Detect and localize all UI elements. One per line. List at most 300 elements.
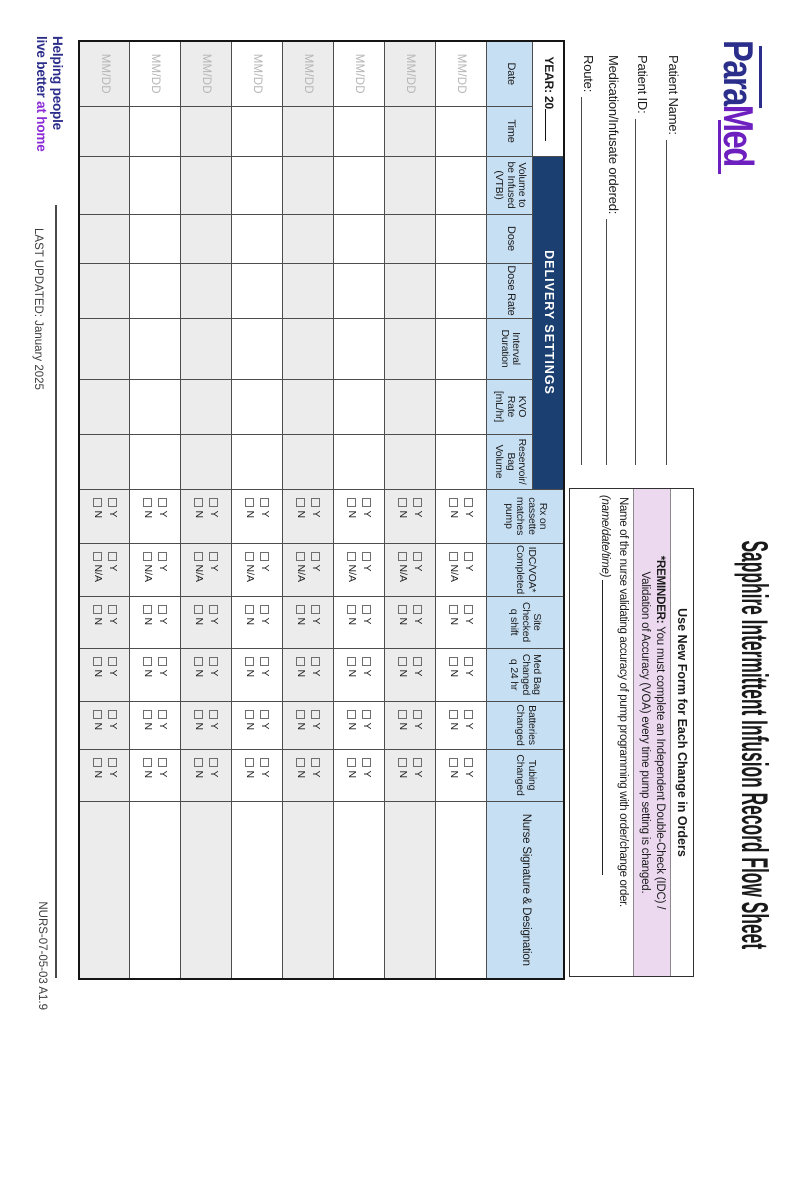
checkbox-option-no: N [294,597,309,648]
reminder-line-2: Validation of Accuracy (VOA) every time pump setting is changed. [639,571,651,894]
kvo-rate-cell [130,379,181,434]
checkbox-icon [210,758,219,767]
checkbox-icon [195,758,204,767]
checkbox-option-yes: Y [258,702,273,749]
header-row-top [533,41,564,979]
checkbox-icon [312,552,321,561]
checkbox-option-no: N [243,597,258,648]
checkbox-option-no: N [192,649,207,701]
checkbox-icon [144,710,153,719]
header-line: Tubing [525,759,538,791]
checkbox-cell-rx-cassette-matches-pump [283,489,334,543]
checkbox-icon [159,605,168,614]
checkbox-option-yes: Y [105,544,120,596]
body-row [181,41,232,979]
column-header-nurse-signature [487,801,564,979]
year-cell: YEAR: 20 [533,41,564,156]
checkbox-option-na: N/A [90,544,105,596]
time-cell [130,106,181,156]
checkbox-icon [399,758,408,767]
checkbox-icon [363,498,372,507]
body-row [130,41,181,979]
checkbox-icon [348,498,357,507]
checkbox-icon [450,498,459,507]
body-row [385,41,436,979]
checkbox-option-yes: Y [462,490,477,543]
vtbi-cell [232,156,283,214]
interval-duration-cell [283,318,334,379]
body-row [436,41,487,979]
checkbox-option-no: N [396,490,411,543]
checkbox-icon [348,552,357,561]
checkbox-option-yes: Y [207,597,222,648]
nurse-signature-cell [232,801,283,979]
name-date-time-blank-line [602,580,613,875]
checkbox-option-no: N [294,702,309,749]
kvo-rate-cell [334,379,385,434]
checkbox-icon [195,657,204,666]
dose-cell [436,214,487,263]
checkbox-icon [450,552,459,561]
checkbox-icon [363,657,372,666]
checkbox-icon [261,605,270,614]
checkbox-option-no: N [294,649,309,701]
dose-cell [283,214,334,263]
header-line: Changed [520,653,532,696]
reservoir-bag-volume-cell [130,434,181,489]
use-new-form-heading: Use New Form for Each Change in Orders [675,608,689,857]
checkbox-option-na: N/A [345,544,360,596]
checkbox-icon [297,498,306,507]
reminder-line-1: *REMINDER: You must complete an Independent Double-Check (IDC) / [654,555,666,910]
header-line: Site [531,613,544,631]
medication-blank-line [606,219,621,465]
checkbox-option-na: N/A [192,544,207,596]
checkbox-option-no: N [345,750,360,801]
checkbox-cell-rx-cassette-matches-pump [130,489,181,543]
checkbox-cell-idc-voa-completed [181,543,232,596]
header-line: KVO [516,395,529,418]
checkbox-cell-rx-cassette-matches-pump [181,489,232,543]
reservoir-bag-volume-cell [79,434,130,489]
tagline-at-home: at home [34,101,50,152]
checkbox-icon [348,605,357,614]
date-cell: MM/DD [334,41,385,106]
checkbox-option-no: N [345,649,360,701]
time-cell [436,106,487,156]
checkbox-icon [261,552,270,561]
checkbox-option-yes: Y [411,702,426,749]
checkbox-icon [414,657,423,666]
patient-name-label: Patient Name: [666,55,681,135]
checkbox-option-yes: Y [258,750,273,801]
header-line: be Infused [504,161,517,209]
checkbox-option-yes: Y [360,544,375,596]
checkbox-option-no: N [90,702,105,749]
checkbox-icon [465,552,474,561]
header-line: Bag [504,452,517,471]
checkbox-option-yes: Y [105,490,120,543]
nurse-signature-cell [130,801,181,979]
kvo-rate-cell [283,379,334,434]
checkbox-option-yes: Y [207,544,222,596]
checkbox-option-yes: Y [258,597,273,648]
nurse-signature-cell [79,801,130,979]
checkbox-option-yes: Y [462,750,477,801]
checkbox-option-yes: Y [156,649,171,701]
checkbox-icon [210,605,219,614]
column-header-dose [487,214,533,263]
checkbox-cell-idc-voa-completed [436,543,487,596]
checkbox-icon [159,657,168,666]
checkbox-icon [297,552,306,561]
reservoir-bag-volume-cell [283,434,334,489]
checkbox-option-no: N [345,490,360,543]
footer-divider [55,205,57,978]
checkbox-icon [246,758,255,767]
column-header-idc-voa-completed [487,543,564,596]
nurse-signature-cell [181,801,232,979]
dose-rate-cell [334,263,385,318]
checkbox-icon [93,552,102,561]
checkbox-option-yes: Y [156,750,171,801]
reminder-banner [633,489,671,976]
vtbi-cell [385,156,436,214]
date-cell: MM/DD [130,41,181,106]
checkbox-icon [312,710,321,719]
checkbox-icon [246,552,255,561]
checkbox-icon [348,710,357,719]
checkbox-option-yes: Y [411,490,426,543]
checkbox-icon [399,710,408,719]
patient-name-blank-line [666,140,681,465]
column-header-dose-rate [487,263,533,318]
dose-rate-cell [385,263,436,318]
checkbox-icon [93,758,102,767]
checkbox-option-no: N [90,490,105,543]
dose-rate-cell [232,263,283,318]
checkbox-icon [399,552,408,561]
checkbox-option-no: N [192,597,207,648]
checkbox-option-yes: Y [411,649,426,701]
interval-duration-cell [334,318,385,379]
checkbox-option-na: N/A [447,544,462,596]
checkbox-icon [108,758,117,767]
header-line: Nurse Signature & Designation [520,813,532,966]
checkbox-option-no: N [141,597,156,648]
header-line: Rate [504,395,517,418]
checkbox-icon [144,758,153,767]
vtbi-cell [79,156,130,214]
checkbox-icon [93,498,102,507]
header-line: Volume [493,444,506,479]
checkbox-icon [144,552,153,561]
checkbox-cell-idc-voa-completed [79,543,130,596]
checkbox-cell-tubing-changed [181,749,232,801]
checkbox-cell-rx-cassette-matches-pump [334,489,385,543]
checkbox-icon [108,605,117,614]
tagline-line-2: live better at home [34,36,50,152]
header-line: Rx on [537,502,550,530]
checkbox-icon [312,605,321,614]
date-cell: MM/DD [436,41,487,106]
checkbox-option-na: N/A [141,544,156,596]
time-cell [181,106,232,156]
column-header-site-checked [487,596,564,648]
checkbox-option-yes: Y [360,750,375,801]
checkbox-option-no: N [345,702,360,749]
header-line: q shift [508,608,521,636]
checkbox-option-yes: Y [309,490,324,543]
checkbox-icon [465,710,474,719]
column-header-reservoir-bag-volume [487,434,533,489]
dose-rate-cell [79,263,130,318]
checkbox-icon [144,657,153,666]
body-row [79,41,130,979]
time-cell [232,106,283,156]
checkbox-option-yes: Y [462,702,477,749]
checkbox-option-no: N [192,490,207,543]
column-header-vtbi [487,156,533,214]
checkbox-cell-site-checked [385,596,436,648]
column-header-rx-cassette-matches-pump [487,489,564,543]
nurse-signature-cell [334,801,385,979]
checkbox-icon [312,498,321,507]
checkbox-icon [108,552,117,561]
checkbox-option-yes: Y [207,702,222,749]
checkbox-cell-site-checked [334,596,385,648]
checkbox-icon [348,758,357,767]
checkbox-option-no: N [447,490,462,543]
header-line: Dose Rate [504,265,517,316]
header-line: [mL/hr] [493,390,506,423]
reservoir-bag-volume-cell [385,434,436,489]
checkbox-icon [399,605,408,614]
checkbox-icon [246,710,255,719]
column-header-interval-duration [487,318,533,379]
checkbox-icon [297,657,306,666]
checkbox-cell-idc-voa-completed [130,543,181,596]
checkbox-cell-site-checked [181,596,232,648]
checkbox-icon [261,498,270,507]
checkbox-cell-batteries-changed [334,701,385,749]
checkbox-cell-site-checked [79,596,130,648]
interval-duration-cell [79,318,130,379]
checkbox-option-yes: Y [207,750,222,801]
checkbox-icon [159,758,168,767]
checkbox-cell-site-checked [283,596,334,648]
vtbi-cell [436,156,487,214]
checkbox-cell-med-bag-changed [79,648,130,701]
checkbox-icon [450,657,459,666]
checkbox-icon [363,758,372,767]
last-updated-text: LAST UPDATED: January 2025 [32,228,44,390]
dose-cell [232,214,283,263]
vtbi-cell [283,156,334,214]
checkbox-icon [108,657,117,666]
column-header-med-bag-changed [487,648,564,701]
logo-med: Med [715,104,762,166]
checkbox-icon [246,657,255,666]
checkbox-option-yes: Y [360,597,375,648]
checkbox-option-no: N [243,750,258,801]
checkbox-icon [93,605,102,614]
checkbox-icon [363,552,372,561]
header-line: Time [504,119,517,143]
checkbox-icon [414,498,423,507]
checkbox-cell-rx-cassette-matches-pump [436,489,487,543]
checkbox-cell-rx-cassette-matches-pump [232,489,283,543]
date-cell: MM/DD [232,41,283,106]
checkbox-option-na: N/A [243,544,258,596]
checkbox-icon [297,710,306,719]
checkbox-icon [465,758,474,767]
reservoir-bag-volume-cell [334,434,385,489]
name-date-time-row [599,489,613,976]
checkbox-cell-tubing-changed [436,749,487,801]
checkbox-option-yes: Y [462,649,477,701]
dose-cell [181,214,232,263]
checkbox-option-no: N [141,490,156,543]
checkbox-icon [246,605,255,614]
checkbox-icon [144,605,153,614]
checkbox-icon [399,498,408,507]
checkbox-icon [465,657,474,666]
page-title: Sapphire Intermittent Infusion Record Flow Sheet [734,540,775,950]
checkbox-icon [414,605,423,614]
header-line: matches [514,496,527,536]
paramed-logo [715,40,762,166]
document-number: NURS-07-05-03 A1.9 [36,901,48,1010]
checkbox-cell-med-bag-changed [385,648,436,701]
vtbi-cell [334,156,385,214]
header-line: Batteries [525,705,538,745]
column-header-batteries-changed [487,701,564,749]
checkbox-icon [210,710,219,719]
checkbox-cell-med-bag-changed [334,648,385,701]
checkbox-option-no: N [396,597,411,648]
checkbox-option-no: N [345,597,360,648]
header-line: Date [504,62,517,85]
column-header-tubing-changed [487,749,564,801]
checkbox-icon [93,710,102,719]
checkbox-option-yes: Y [156,544,171,596]
checkbox-icon [261,710,270,719]
checkbox-option-no: N [243,702,258,749]
column-header-time [487,106,533,156]
header-line: q 24 hr [508,658,521,691]
kvo-rate-cell [385,379,436,434]
checkbox-option-no: N [90,597,105,648]
medication-field [606,55,624,465]
checkbox-option-yes: Y [207,649,222,701]
kvo-rate-cell [79,379,130,434]
patient-id-field [635,55,653,465]
checkbox-cell-site-checked [130,596,181,648]
checkbox-icon [414,710,423,719]
header-line: Interval [510,332,523,365]
checkbox-option-no: N [294,750,309,801]
checkbox-option-no: N [141,750,156,801]
checkbox-icon [159,552,168,561]
checkbox-icon [414,552,423,561]
checkbox-option-yes: Y [156,597,171,648]
header-line: pump [502,503,515,529]
nurse-validation-note: Name of the nurse validating accuracy of pump programming with order/change order. [617,497,629,907]
checkbox-option-yes: Y [411,597,426,648]
checkbox-option-no: N [243,649,258,701]
checkbox-icon [195,552,204,561]
checkbox-cell-idc-voa-completed [385,543,436,596]
checkbox-option-no: N [396,702,411,749]
checkbox-cell-med-bag-changed [232,648,283,701]
checkbox-icon [363,605,372,614]
checkbox-option-yes: Y [156,702,171,749]
delivery-settings-band: DELIVERY SETTINGS [533,156,564,489]
checkbox-option-yes: Y [309,750,324,801]
patient-id-blank-line [635,119,650,466]
checkbox-cell-batteries-changed [385,701,436,749]
checkbox-cell-rx-cassette-matches-pump [79,489,130,543]
checkbox-icon [159,710,168,719]
checkbox-cell-batteries-changed [130,701,181,749]
column-header-date [487,41,533,106]
checkbox-option-no: N [396,649,411,701]
checkbox-option-yes: Y [360,490,375,543]
checkbox-cell-batteries-changed [232,701,283,749]
checkbox-option-na: N/A [294,544,309,596]
checkbox-option-no: N [294,490,309,543]
checkbox-cell-med-bag-changed [130,648,181,701]
kvo-rate-cell [181,379,232,434]
checkbox-cell-tubing-changed [283,749,334,801]
checkbox-option-no: N [90,649,105,701]
checkbox-option-yes: Y [156,490,171,543]
checkbox-option-yes: Y [309,702,324,749]
checkbox-icon [93,657,102,666]
checkbox-cell-tubing-changed [130,749,181,801]
header-line: Changed [514,704,527,746]
checkbox-icon [450,758,459,767]
checkbox-option-no: N [447,702,462,749]
checkbox-icon [210,552,219,561]
reservoir-bag-volume-cell [436,434,487,489]
checkbox-option-no: N [192,702,207,749]
checkbox-icon [414,758,423,767]
header-line: Completed [514,545,527,594]
header-line: Dose [504,226,517,251]
checkbox-option-no: N [192,750,207,801]
medication-label: Medication/Infusate ordered: [606,55,621,215]
time-cell [334,106,385,156]
header-line: Changed [514,754,527,796]
checkbox-icon [261,657,270,666]
time-cell [283,106,334,156]
checkbox-option-no: N [243,490,258,543]
header-line: Med Bag [531,654,544,695]
checkbox-option-yes: Y [309,597,324,648]
patient-name-field [666,55,684,465]
checkbox-icon [261,758,270,767]
checkbox-icon [210,498,219,507]
kvo-rate-cell [232,379,283,434]
date-cell: MM/DD [385,41,436,106]
checkbox-option-no: N [396,750,411,801]
checkbox-option-no: N [141,649,156,701]
checkbox-option-no: N [90,750,105,801]
checkbox-icon [159,498,168,507]
checkbox-cell-batteries-changed [181,701,232,749]
